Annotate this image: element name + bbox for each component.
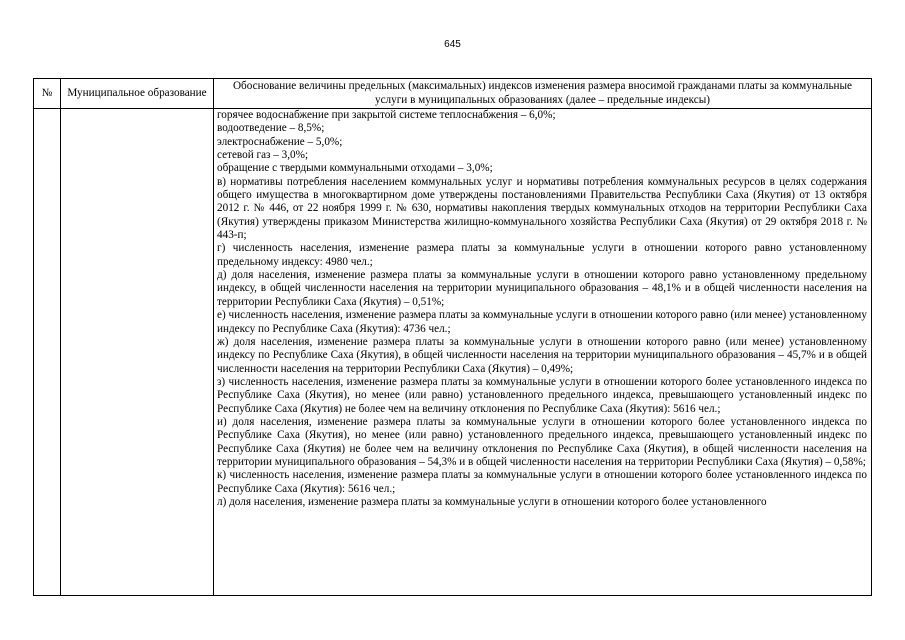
paragraph: з) численность населения, изменение размера платы за коммунальные услуги в отношении которого более установленного индекса по Республике Саха (Якутия), но менее (или равно) установленного предельного индекса, превышающего установленный индекс по Республике Саха (Якутия) не более чем на величину отклонения по Республике Саха (Якутия): 5616 чел.; — [217, 375, 867, 415]
header-number: № — [34, 79, 61, 109]
page-number: 645 — [444, 39, 461, 50]
paragraph: л) доля населения, изменение размера платы за коммунальные услуги в отношении которого более установленного — [217, 495, 767, 508]
paragraph: ж) доля населения, изменение размера платы за коммунальные услуги в отношении которого равно (или менее) установленному индексу по Республике Саха (Якутия), в общей численности населения на территории муниципального образования – 45,7% и в общей численности населения на территории Республики Саха (Якутия) – 0,49%; — [217, 335, 867, 375]
paragraph: водоотведение – 8,5%; — [217, 122, 325, 135]
cell-municipality — [61, 109, 214, 596]
paragraph: горячее водоснабжение при закрытой системе теплоснабжения – 6,0%; — [217, 109, 556, 121]
table-row — [34, 109, 872, 596]
paragraph: обращение с твердыми коммунальными отходами – 3,0%; — [217, 162, 493, 175]
cell-justification — [214, 109, 872, 596]
paragraph: сетевой газ – 3,0%; — [217, 149, 309, 162]
table-header-row — [34, 79, 872, 109]
cell-number — [34, 109, 61, 596]
paragraph: в) нормативы потребления населением коммунальных услуг и нормативы потребления коммунальных ресурсов в целях содержания общего имущества в многоквартирном доме утверждены постановлениями Правительства Республики Саха (Якутия) от 13 октября 2012 г. № 446, от 22 ноября 1999 г. № 630, нормативы накопления твердых коммунальных отходов на территории Республики Саха (Якутия) утверждены приказом Министерства жилищно-коммунального хозяйства Республики Саха (Якутия) от 29 октября 2018 г. № 443-п; — [217, 175, 867, 242]
paragraph: д) доля населения, изменение размера платы за коммунальные услуги в отношении которого равно установленному предельному индексу, в общей численности населения на территории муниципального образования – 48,1% и в общей численности населения на территории Республики Саха (Якутия) – 0,51%; — [217, 269, 867, 308]
justification-table — [33, 78, 872, 596]
paragraph: к) численность населения, изменение размера платы за коммунальные услуги в отношении которого более установленного индекса по Республике Саха (Якутия): 5616 чел.; — [217, 469, 867, 495]
paragraph: и) доля населения, изменение размера платы за коммунальные услуги в отношении которого более установленного индекса по Республике Саха (Якутия), но менее (или равно) установленного предельного индекса, превышающего установленный индекс по Республике Саха (Якутия) не более чем на величину отклонения по Республике Саха (Якутия), в общей численности населения на территории муниципального образования – 54,3% и в общей численности населения на территории Республики Саха (Якутия) – 0,58%; — [217, 415, 867, 468]
header-justification: Обоснование величины предельных (максимальных) индексов изменения размера вносимой гражданами платы за коммунальные услуги в муниципальных образованиях (далее – предельные индексы) — [214, 79, 872, 109]
header-municipality: Муниципальное образование — [61, 79, 214, 109]
paragraph: электроснабжение – 5,0%; — [217, 135, 343, 148]
paragraph: г) численность населения, изменение размера платы за коммунальные услуги в отношении которого равно установленному предельному индексу: 4980 чел.; — [217, 242, 867, 268]
paragraph: е) численность населения, изменение размера платы за коммунальные услуги в отношении которого равно (или менее) установленному индексу по Республике Саха (Якутия): 4736 чел.; — [217, 309, 867, 335]
